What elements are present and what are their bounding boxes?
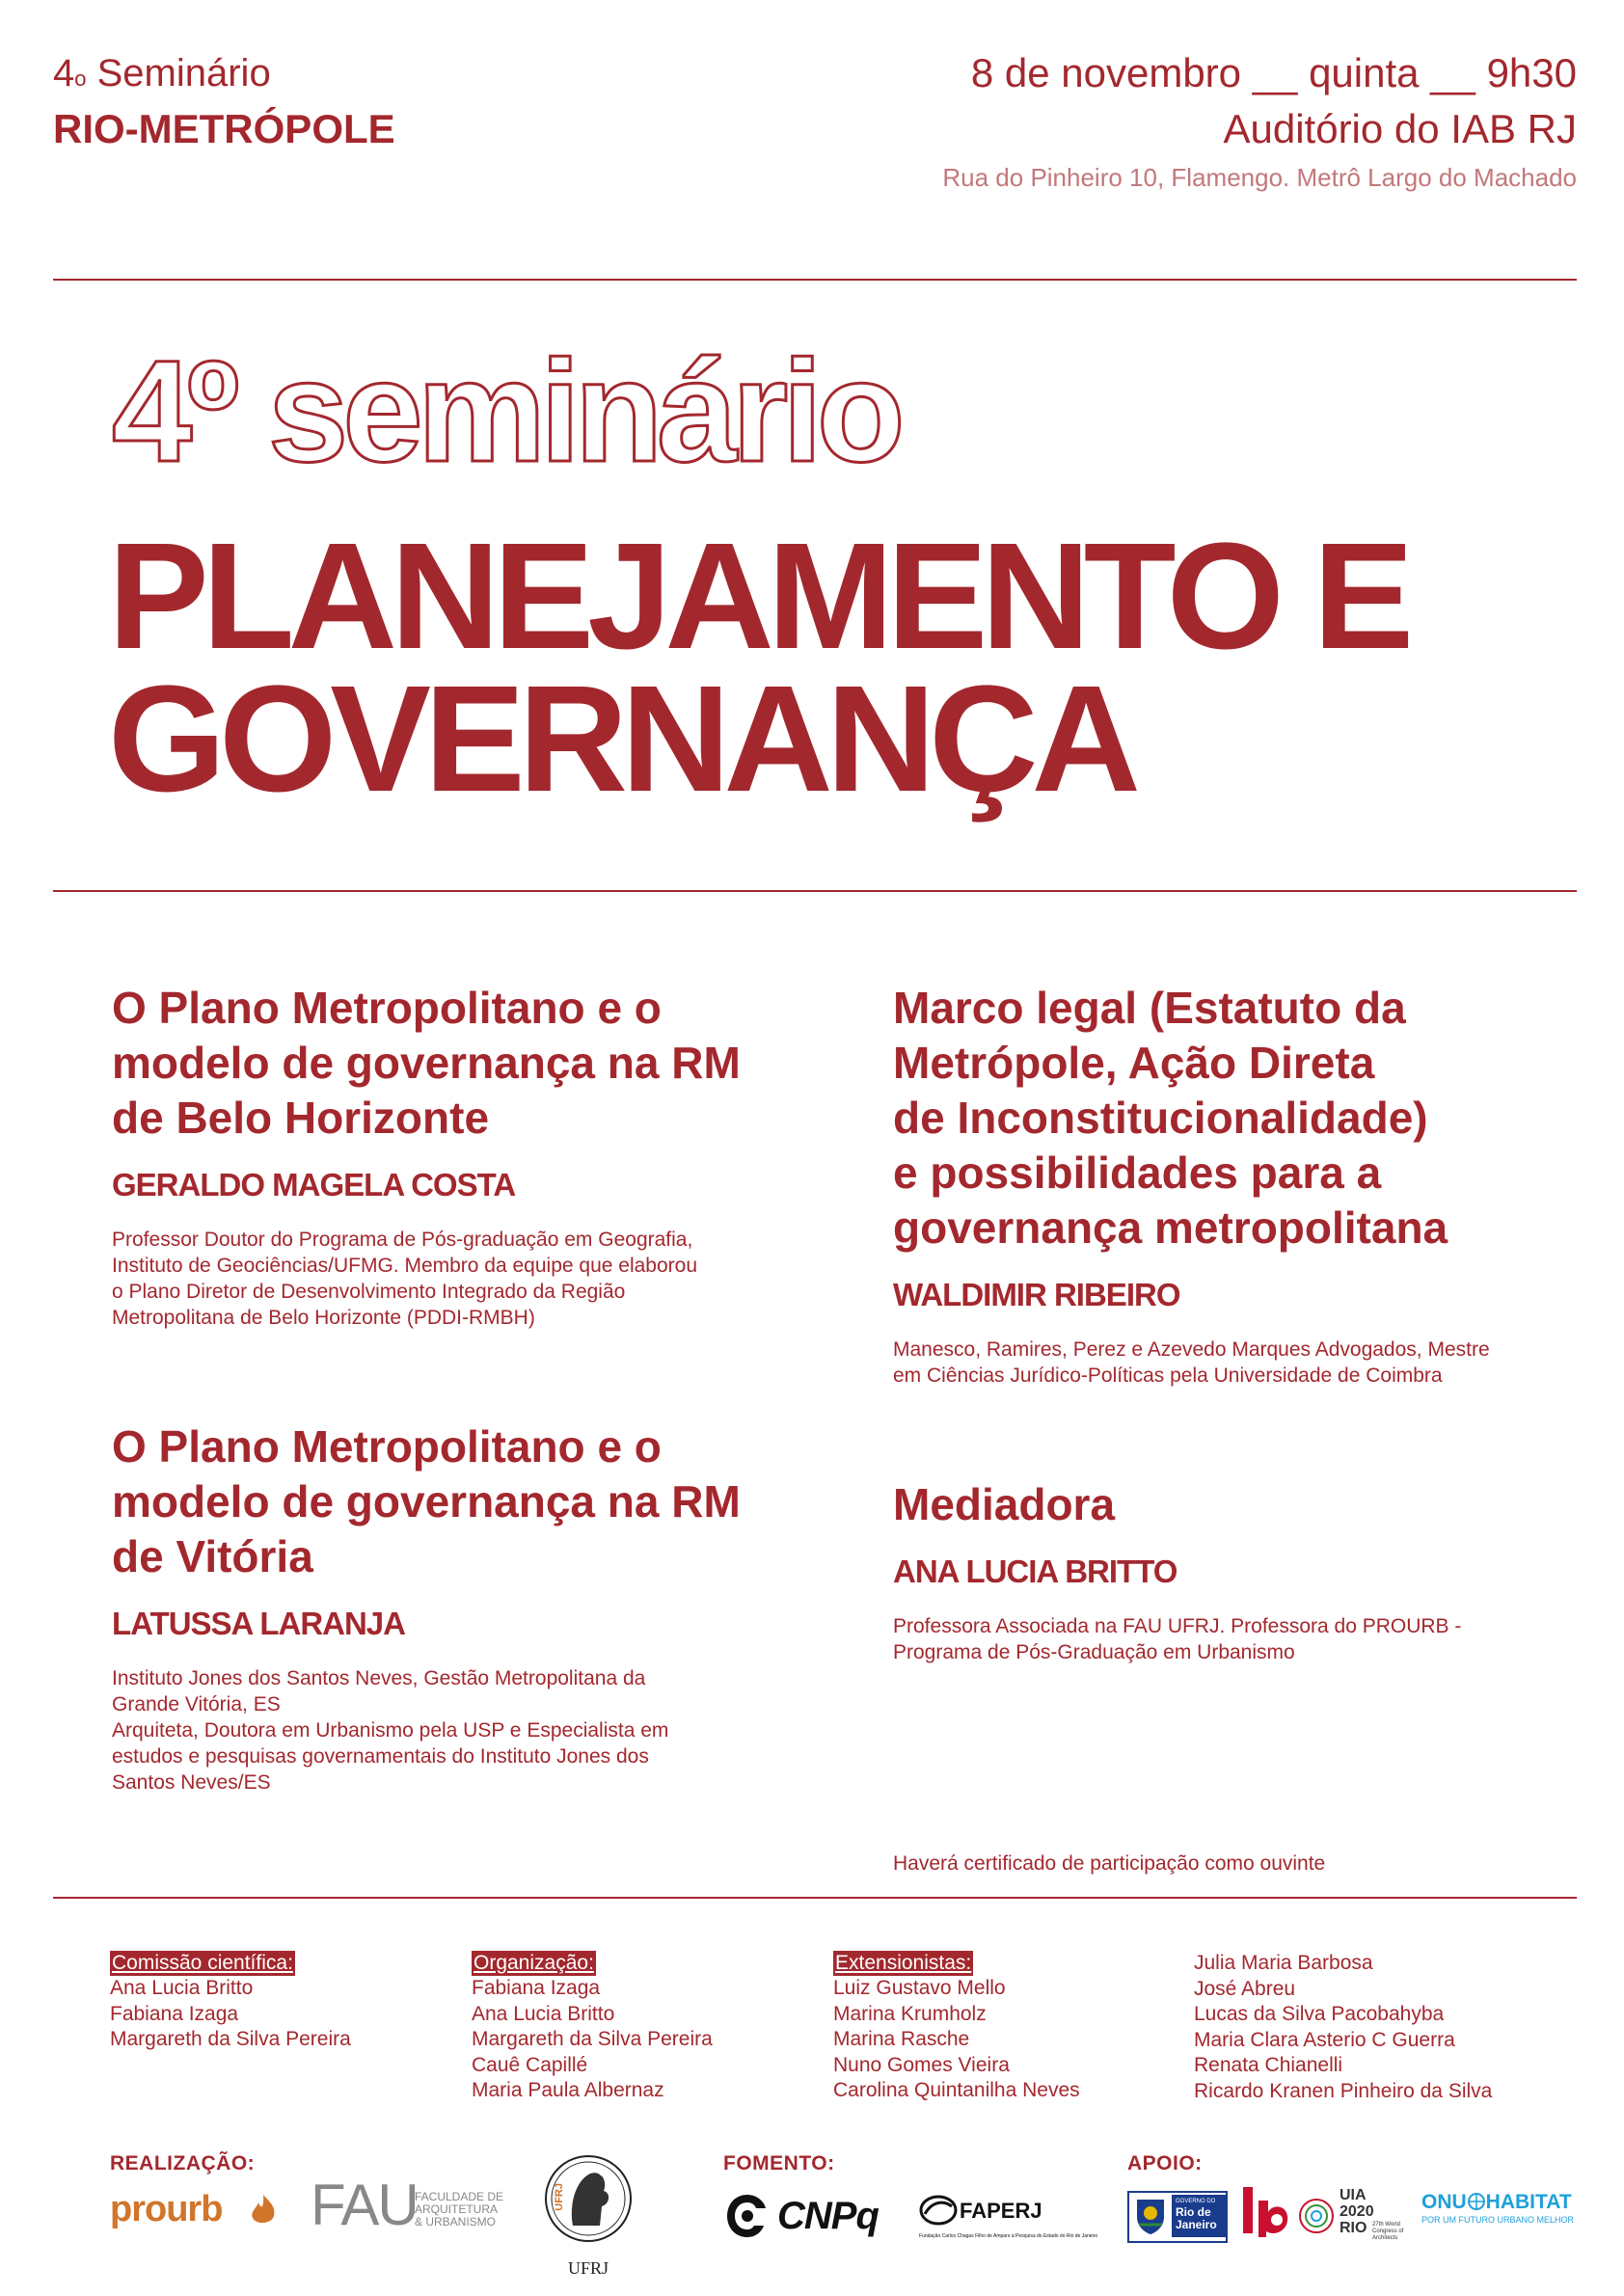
- onu-habitat-logo: [1421, 2191, 1590, 2239]
- list-item: Ricardo Kranen Pinheiro da Silva: [1194, 2079, 1493, 2102]
- title-outline-label: 4º seminário: [112, 330, 900, 492]
- talk-1-bio: Professor Doutor do Programa de Pós-graduação em Geografia, Instituto de Geociências/UFMG. Membro da equipe que elaborou o Plano Diretor de Desenvolvimento Integrado da Região Metropolitana de Belo Horizonte (PDDI-RMBH): [112, 1229, 698, 1329]
- list-item: Julia Maria Barbosa: [1194, 1952, 1373, 1974]
- list-item: Lucas da Silva Pacobahyba: [1194, 2003, 1445, 2025]
- ordinal-indicator: o: [74, 67, 87, 91]
- ufrj-logo-text: UFRJ: [567, 2258, 609, 2278]
- credits-extension: [833, 1951, 1080, 2104]
- list-item: José Abreu: [1194, 1977, 1296, 2000]
- ufrj-seal-icon: [540, 2148, 636, 2256]
- mediator-label: Mediadora: [893, 1479, 1116, 1529]
- header-date-line: 8 de novembro __ quinta __ 9h30: [970, 50, 1577, 95]
- credits-scientific: [110, 1951, 351, 2053]
- list-item: Margareth da Silva Pereira: [472, 2028, 713, 2050]
- mediator-name: ANA LUCIA BRITTO: [893, 1553, 1177, 1589]
- talk-2-title: O Plano Metropolitano e o modelo de governança na RM de Vitória: [112, 1421, 741, 1581]
- faperj-logo-text: FAPERJ: [960, 2199, 1042, 2223]
- mediator-block: [893, 1477, 1587, 1665]
- list-item: Cauê Capillé: [472, 2053, 588, 2076]
- un-globe-icon: [1468, 2193, 1485, 2210]
- prourb-flame-icon: [249, 2193, 278, 2228]
- talk-3: [893, 981, 1587, 1389]
- title-main: [108, 512, 1408, 824]
- title-outline-text: [108, 330, 1072, 492]
- list-item: Maria Clara Asterio C Guerra: [1194, 2028, 1455, 2051]
- uia-logo-subtext: 27th World Congress of Architects: [1372, 2222, 1404, 2241]
- faperj-logo: [919, 2191, 1098, 2249]
- prourb-logo-text: prourb: [110, 2189, 223, 2229]
- certificate-note: Haverá certificado de participação como ouvinte: [893, 1852, 1326, 1875]
- header-series-name: RIO-METRÓPOLE: [53, 106, 395, 151]
- fau-logo-letters: FAU: [311, 2173, 418, 2237]
- header-address: Rua do Pinheiro 10, Flamengo. Metrô Largo do Machado: [942, 163, 1577, 192]
- list-item: Fabiana Izaga: [110, 2002, 239, 2025]
- talk-1-speaker: GERALDO MAGELA COSTA: [112, 1167, 516, 1202]
- credits-organization-heading: Organização:: [474, 1952, 594, 1974]
- iab-mark-icon: [1241, 2187, 1299, 2243]
- uia-logo-text: UIA 2020 RIO: [1340, 2187, 1374, 2236]
- list-item: Marina Krumholz: [833, 2002, 987, 2025]
- title-main-line-2: GOVERNANÇA: [108, 655, 1134, 824]
- mediator-bio: Professora Associada na FAU UFRJ. Professora do PROURB - Programa de Pós-Graduação em Urbanismo: [893, 1615, 1462, 1663]
- talk-2-speaker: LATUSSA LARANJA: [112, 1606, 405, 1641]
- title-main-line-1: PLANEJAMENTO E: [108, 512, 1408, 681]
- credits-extension-col2: [1194, 1951, 1492, 2104]
- uia-2020-logo: [1297, 2185, 1418, 2249]
- fau-logo-side-text: UFRJ: [554, 2183, 565, 2211]
- fau-logo: [311, 2172, 566, 2249]
- talk-1: [112, 981, 826, 1331]
- list-item: Ana Lucia Britto: [472, 2002, 615, 2025]
- talk-2-bio: Instituto Jones dos Santos Neves, Gestão Metropolitana da Grande Vitória, ES Arquiteta, Doutora em Urbanismo pela USP e Especialista em estudos e pesquisas governamentais do Instituto Jones dos Santos Neves/ES: [112, 1667, 669, 1794]
- faperj-logo-subtext: Fundação Carlos Chagas Filho de Amparo à Pesquisa do Estado do Rio de Janeiro: [919, 2233, 1098, 2239]
- cnpq-logo: [723, 2189, 902, 2247]
- prourb-logo: [110, 2189, 274, 2237]
- onu-habitat-logo-text: ONU HABITAT: [1421, 2191, 1572, 2213]
- list-item: Ana Lucia Britto: [110, 1977, 254, 1999]
- uia-circles-icon: [1297, 2197, 1336, 2235]
- rj-government-logo: [1127, 2191, 1228, 2243]
- talk-3-bio: Manesco, Ramires, Perez e Azevedo Marques Advogados, Mestre em Ciências Jurídico-Políticas pela Universidade de Coimbra: [893, 1338, 1490, 1387]
- list-item: Fabiana Izaga: [472, 1977, 601, 1999]
- fau-logo-subtext: FACULDADE DE ARQUITETURA & URBANISMO: [415, 2190, 504, 2228]
- list-item: Marina Rasche: [833, 2028, 970, 2050]
- header-seminar-number: 4$^o$ Seminário: [53, 52, 271, 95]
- divider-middle: [53, 890, 1577, 892]
- list-item: Carolina Quintanilha Neves: [833, 2079, 1080, 2101]
- talk-3-title: Marco legal (Estatuto da Metrópole, Ação Direta de Inconstitucionalidade) e possibilidades para a governança metropolitana: [893, 983, 1448, 1253]
- credits-extension-heading: Extensionistas:: [835, 1952, 972, 1974]
- list-item: Margareth da Silva Pereira: [110, 2028, 351, 2050]
- sponsors-fomento-label: FOMENTO:: [723, 2152, 835, 2174]
- talk-2: [112, 1419, 826, 1796]
- onu-habitat-logo-subtext: POR UM FUTURO URBANO MELHOR: [1421, 2215, 1575, 2225]
- talk-1-title: O Plano Metropolitano e o modelo de governança na RM de Belo Horizonte: [112, 983, 741, 1143]
- credits-scientific-heading: Comissão científica:: [112, 1952, 293, 1974]
- list-item: Maria Paula Albernaz: [472, 2079, 664, 2101]
- list-item: Luiz Gustavo Mello: [833, 1977, 1006, 1999]
- divider-top: [53, 279, 1577, 281]
- iab-logo: [1241, 2187, 1299, 2243]
- cnpq-logo-text: CNPq: [777, 2195, 879, 2237]
- divider-bottom: [53, 1897, 1577, 1899]
- rj-coat-of-arms-icon: [1133, 2196, 1168, 2236]
- list-item: Renata Chianelli: [1194, 2054, 1343, 2076]
- talk-3-speaker: WALDIMIR RIBEIRO: [893, 1277, 1180, 1312]
- ufrj-logo: [540, 2148, 636, 2282]
- cnpq-swirl-icon: [723, 2189, 771, 2243]
- sponsors-realizacao-label: REALIZAÇÃO:: [110, 2152, 256, 2174]
- faperj-mark-icon: [919, 2193, 958, 2228]
- list-item: Nuno Gomes Vieira: [833, 2053, 1010, 2076]
- header-venue: Auditório do IAB RJ: [1223, 106, 1577, 151]
- rj-government-text-block: GOVERNO DO Rio de Janeiro: [1172, 2195, 1226, 2237]
- credits-organization: [472, 1951, 713, 2104]
- sponsors-apoio-label: APOIO:: [1127, 2152, 1203, 2174]
